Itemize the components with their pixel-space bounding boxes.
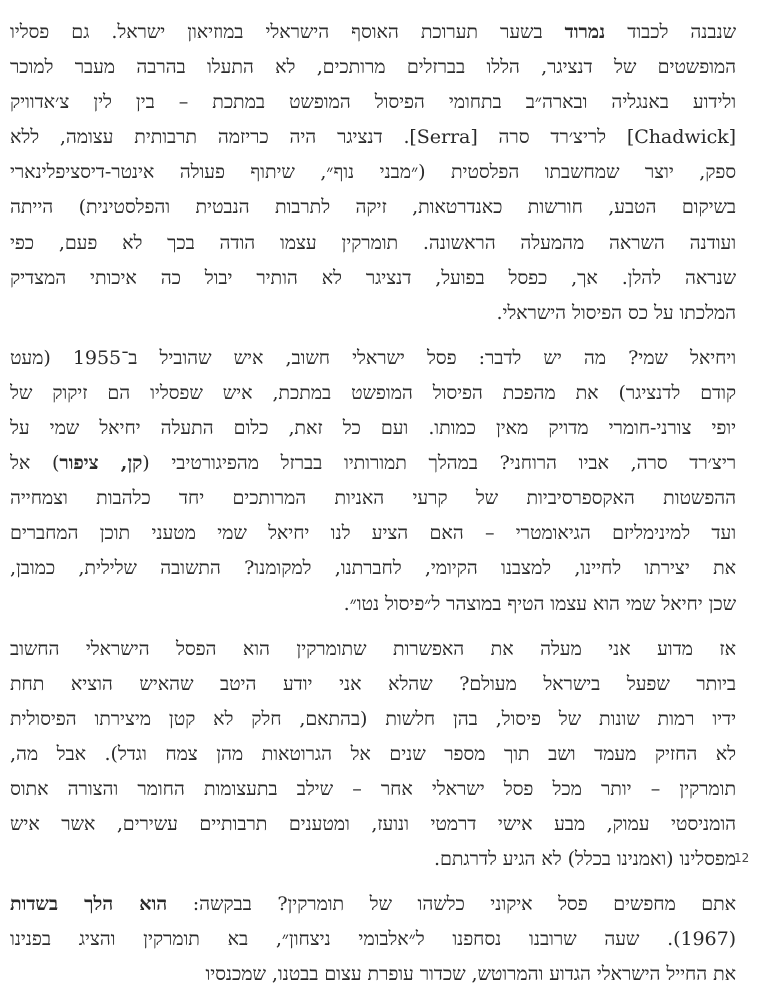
text-line: ידיו רמות שונות של פיסול, בהן חלשות (בהתאם, חלק לא קטן מיצירתו הפיסולית xyxy=(10,706,736,730)
text-line: אז מדוע אני מעלה את האפשרות שתומרקין הוא הפסל הישראלי החשוב xyxy=(10,636,736,660)
text-line: ועודנה השראה מהמעלה הראשונה. תומרקין עצמו הודה בכך לא פעם, כפי xyxy=(10,230,736,254)
text-line: ולידוע באנגליה ובארה״ב בתחומי הפיסול המופשט במתכת – בין לין צ׳אדוויק xyxy=(10,90,736,114)
text-line: לא החזיק מעמד ושב תוך מספר שנים אל הגרוטאות מהן צמח וגדל). אבל מה, xyxy=(10,741,736,765)
text-line: המופשטים של דנציגר, הללו בברזלים מרותכים, לא התעלו בהרבה מעבר למוכר xyxy=(10,55,736,79)
text-line: ביותר שפעל בישראל מעולם? שהלא אני יודע היטב שהאיש הוציא תחת xyxy=(10,671,736,695)
page-number: 12 xyxy=(734,851,750,865)
body-text xyxy=(10,14,736,992)
text-line: את יצירתו לחיינו, למצבנו הקיומי, לחברתנו, למקומנו? התשובה שלילית, כמובן, xyxy=(10,556,736,580)
text-line: בשיקום הטבע, חורשות כאנדרטאות, זיקה לתרבות הנבטית והפלסטינית) הייתה xyxy=(10,195,736,219)
paragraph-3 xyxy=(10,631,736,877)
text-line: אתם מחפשים פסל איקוני כלשהו של תומרקין? בבקשה: הוא הלך בשדות xyxy=(10,892,736,916)
text-line: ויחיאל שמי? מה יש לדבר: פסל ישראלי חשוב, איש שהוביל ב־1955 (מעט xyxy=(10,345,736,369)
text-line: ועד למינימליזם הגיאומטרי – האם הציע לנו יחיאל שמי מטעני תוכן המחברים xyxy=(10,521,736,545)
text-line: תומרקין – יותר מכל פסל ישראלי אחר – שילב בתעצומות החומר והצורה אתוס xyxy=(10,776,736,800)
text-line: הומניסטי עמוק, מבע אישי דרמטי ונועז, ומטענים תרבותיים עשירים, אשר איש xyxy=(10,812,736,836)
paragraph-4 xyxy=(10,886,736,991)
text-line: ספק, יוצר שמחשבתו הפלסטית (״מבני נוף״, שיתוף פעולה אינטר-דיסציפלינארי xyxy=(10,160,736,184)
paragraph-1 xyxy=(10,14,736,330)
text-line: ההפשטות האקספרסיביות של קרעי האניות המרותכים יחד כלהבות וצמחייה xyxy=(10,486,736,510)
text-line: שכן יחיאל שמי הוא עצמו הטיף במוצהר ל״פיסול נטו״. xyxy=(343,591,736,615)
paragraph-2 xyxy=(10,340,736,621)
text-line: [Chadwick] לריצ׳רד סרה [Serra]. דנציגר היה כריזמה תרבותית עצומה, ללא xyxy=(10,125,736,149)
text-line: שנבנה לכבוד נמרוד בשער תערוכת האוסף הישראלי במוזיאון ישראל. גם פסליו xyxy=(10,20,736,43)
text-line: קודם לדנציגר) את מהפכת הפיסול המופשט במתכת, איש שפסליו הם זיקוק של xyxy=(10,380,736,404)
text-line: שנראה להלן. אך, כפסל בפועל, דנציגר לא הותיר יבול כה איכותי המצדיק xyxy=(10,265,736,289)
text-line: המלכתו על כס הפיסול הישראלי. xyxy=(496,300,736,324)
text-line: יופי צורני-חומרי מדויק מאין כמותו. ועם כל זאת, כלום התעלה יחיאל שמי על xyxy=(10,416,736,440)
text-line: (1967). שעה שרובנו נסחפנו ל״אלבומי ניצחון״, בא תומרקין והציג בפנינו xyxy=(10,927,736,951)
text-line: ריצ׳רד סרה, אביו הרוחני? במהלך תמורותיו בברזל מהפיגורטיבי (קן, ציפור) אל xyxy=(10,451,736,475)
text-line: את החייל הישראלי הגדוע והמרוטש, שכדור עופרת עצום בבטנו, שמכנסיו xyxy=(205,962,736,986)
text-line: מפסלינו (ואמנינו בכלל) לא הגיע לדרגתם. xyxy=(434,847,736,871)
